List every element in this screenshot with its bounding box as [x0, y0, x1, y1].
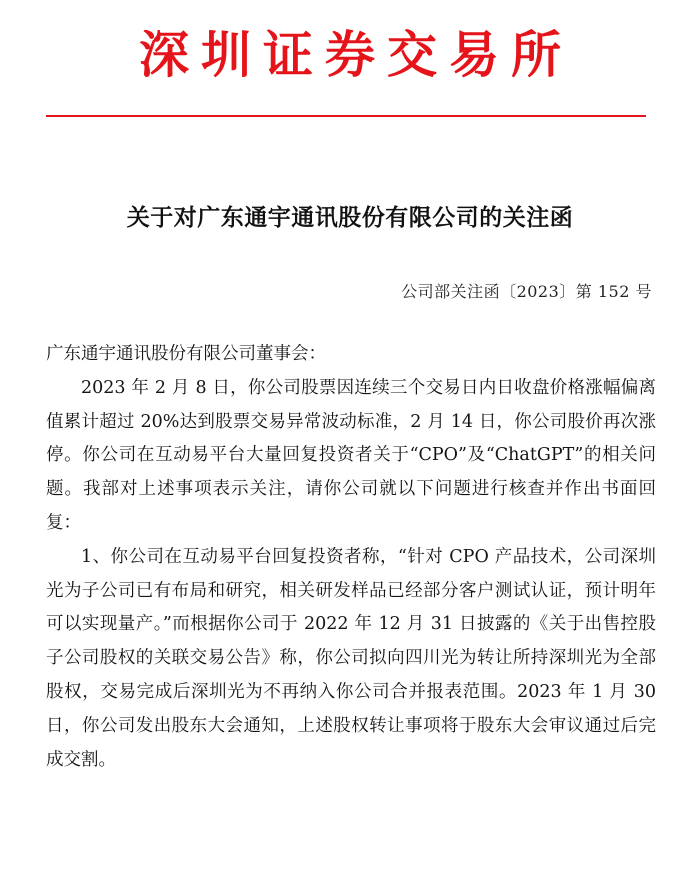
letterhead-divider	[46, 115, 646, 117]
document-number: 公司部关注函〔2023〕第 152 号	[401, 282, 652, 301]
salutation: 广东通宇通讯股份有限公司董事会：	[46, 344, 326, 364]
paragraph-question-1: 1、你公司在互动易平台回复投资者称，“针对 CPO 产品技术，公司深圳光为子公司已有布局和研究，相关研发样品已经部分客户测试认证，预计明年可以实现量产。”而根据你公司于 2022 年 12 月 31 日披露的《关于出售控股子公司股权的关联交易公告》称，你公司拟向四川光为转让所持深圳光为全部股权，交易完成后深圳光为不再纳入你公司合并报表范围。2023 年 1 月 30 日，你公司发出股东大会通知，上述股权转让事项将于股东大会审议通过后完成交割。	[46, 546, 656, 770]
document-title: 关于对广东通宇通讯股份有限公司的关注函	[126, 205, 574, 231]
paragraph-intro: 2023 年 2 月 8 日，你公司股票因连续三个交易日内日收盘价格涨幅偏离值累计超过 20%达到股票交易异常波动标准，2 月 14 日，你公司股价再次涨停。你公司在互动易平台大量回复投资者关于“CPO”及“ChatGPT”的相关问题。我部对上述事项表示关注，请你公司就以下问题进行核查并作出书面回复：	[46, 377, 656, 533]
letterhead-title: 深圳证券交易所	[139, 25, 573, 84]
letter-body	[46, 338, 656, 777]
